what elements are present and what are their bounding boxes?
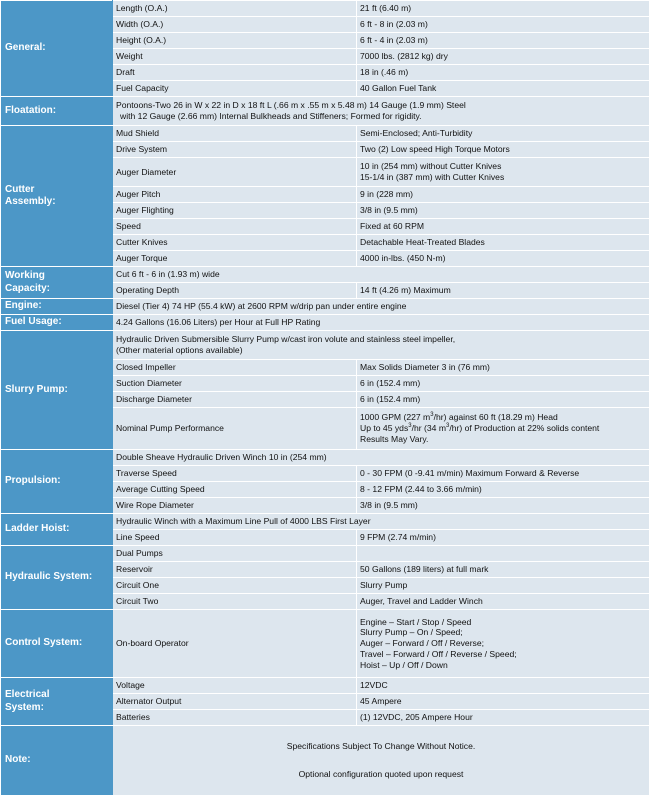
floatation-line-1: Pontoons-Two 26 in W x 22 in D x 18 ft L (.66 m x .55 m x 5.48 m) 14 Gauge (1.9 mm) Steel <box>116 100 466 111</box>
spec-row <box>2 514 650 530</box>
spec-label: Auger Flighting <box>113 203 357 219</box>
spec-value: Two (2) Low speed High Torque Motors <box>357 142 650 158</box>
section-propulsion: Propulsion: <box>2 450 113 514</box>
section-electrical-system <box>2 678 113 726</box>
spec-label: Suction Diameter <box>113 376 357 392</box>
spec-row <box>2 331 650 360</box>
spec-label: Voltage <box>113 678 357 694</box>
spec-value <box>357 158 650 187</box>
section-title-line: Assembly: <box>5 196 56 207</box>
spec-label: Mud Shield <box>113 126 357 142</box>
section-title-line: System: <box>5 701 44 713</box>
spec-value: 4000 in-lbs. (450 N-m) <box>357 251 650 267</box>
spec-value: 12VDC <box>357 678 650 694</box>
section-floatation: Floatation: <box>2 97 113 126</box>
spec-label: Line Speed <box>113 530 357 546</box>
spec-label: Circuit Two <box>113 594 357 610</box>
spec-label: Traverse Speed <box>113 466 357 482</box>
spec-value <box>357 546 650 562</box>
value-line: Hoist – Up / Off / Down <box>360 659 448 670</box>
spec-label: Dual Pumps <box>113 546 357 562</box>
spec-label: Operating Depth <box>113 283 357 299</box>
value-line: (Other material options available) <box>116 345 243 355</box>
section-working-capacity <box>2 267 113 299</box>
spec-row <box>2 610 650 678</box>
spec-label: Circuit One <box>113 578 357 594</box>
spec-value: 0 - 30 FPM (0 -9.41 m/min) Maximum Forward & Reverse <box>357 466 650 482</box>
spec-label: Length (O.A.) <box>113 1 357 17</box>
spec-label: On-board Operator <box>113 610 357 678</box>
section-engine: Engine: <box>2 299 113 315</box>
spec-value: 9 FPM (2.74 m/min) <box>357 530 650 546</box>
spec-value: Semi-Enclosed; Anti-Turbidity <box>357 126 650 142</box>
spec-label: Closed Impeller <box>113 360 357 376</box>
spec-row <box>2 315 650 331</box>
spec-row <box>2 678 650 694</box>
value-line: Hydraulic Driven Submersible Slurry Pump w/cast iron volute and stainless steel impeller, <box>116 334 456 345</box>
spec-value: Detachable Heat-Treated Blades <box>357 235 650 251</box>
spec-value: Slurry Pump <box>357 578 650 594</box>
spec-row <box>2 299 650 315</box>
spec-row <box>2 97 650 126</box>
note-content <box>113 726 650 796</box>
section-ladder-hoist: Ladder Hoist: <box>2 514 113 546</box>
spec-row <box>2 1 650 17</box>
section-general: General: <box>2 1 113 97</box>
value-line: Auger – Forward / Off / Reverse; <box>360 638 485 649</box>
section-control-system: Control System: <box>2 610 113 678</box>
spec-value: 7000 lbs. (2812 kg) dry <box>357 49 650 65</box>
section-cutter-assembly <box>2 126 113 267</box>
spec-label: Nominal Pump Performance <box>113 408 357 450</box>
spec-label: Auger Diameter <box>113 158 357 187</box>
spec-label: Wire Rope Diameter <box>113 498 357 514</box>
spec-label: Auger Torque <box>113 251 357 267</box>
value-line: Engine – Start / Stop / Speed <box>360 616 472 627</box>
spec-label: Cutter Knives <box>113 235 357 251</box>
spec-value: Fixed at 60 RPM <box>357 219 650 235</box>
spec-label: Fuel Capacity <box>113 81 357 97</box>
spec-value: 40 Gallon Fuel Tank <box>357 81 650 97</box>
spec-table <box>1 0 650 796</box>
spec-value <box>113 331 650 360</box>
spec-value: Auger, Travel and Ladder Winch <box>357 594 650 610</box>
spec-value: 3/8 in (9.5 mm) <box>357 498 650 514</box>
spec-value: Cut 6 ft - 6 in (1.93 m) wide <box>113 267 650 283</box>
section-hydraulic-system: Hydraulic System: <box>2 546 113 610</box>
spec-value: Diesel (Tier 4) 74 HP (55.4 kW) at 2600 RPM w/drip pan under entire engine <box>113 299 650 315</box>
spec-value: 21 ft (6.40 m) <box>357 1 650 17</box>
floatation-line-2: with 12 Gauge (2.66 mm) Internal Bulkheads and Stiffeners; Formed for rigidity. <box>120 111 422 121</box>
value-line: 15-1/4 in (387 mm) with Cutter Knives <box>360 172 505 182</box>
spec-value <box>357 408 650 450</box>
spec-row <box>2 126 650 142</box>
spec-value: 18 in (.46 m) <box>357 65 650 81</box>
spec-value: 14 ft (4.26 m) Maximum <box>357 283 650 299</box>
spec-value: 6 in (152.4 mm) <box>357 376 650 392</box>
spec-value: (1) 12VDC, 205 Ampere Hour <box>357 710 650 726</box>
value-line: Up to 45 yds$^3$/hr (34 $m^3/hr$) of Production at 22% solids content <box>360 423 600 434</box>
spec-label: Reservoir <box>113 562 357 578</box>
spec-value: 45 Ampere <box>357 694 650 710</box>
section-note: Note: <box>2 726 113 796</box>
spec-value: 6 in (152.4 mm) <box>357 392 650 408</box>
spec-value: 3/8 in (9.5 mm) <box>357 203 650 219</box>
spec-label: Width (O.A.) <box>113 17 357 33</box>
spec-row <box>2 450 650 466</box>
spec-value: Hydraulic Winch with a Maximum Line Pull of 4000 LBS First Layer <box>113 514 650 530</box>
spec-label: Auger Pitch <box>113 187 357 203</box>
spec-value: 4.24 Gallons (16.06 Liters) per Hour at Full HP Rating <box>113 315 650 331</box>
spec-value: Max Solids Diameter 3 in (76 mm) <box>357 360 650 376</box>
spec-row <box>2 546 650 562</box>
spec-label: Alternator Output <box>113 694 357 710</box>
section-fuel-usage: Fuel Usage: <box>2 315 113 331</box>
spec-label: Weight <box>113 49 357 65</box>
spec-label: Draft <box>113 65 357 81</box>
spec-label: Batteries <box>113 710 357 726</box>
spec-label: Discharge Diameter <box>113 392 357 408</box>
spec-row <box>2 267 650 283</box>
spec-value <box>357 610 650 678</box>
section-slurry-pump: Slurry Pump: <box>2 331 113 450</box>
spec-row <box>2 726 650 796</box>
value-line: Travel – Forward / Off / Reverse / Speed; <box>360 648 517 659</box>
spec-value: 6 ft - 4 in (2.03 m) <box>357 33 650 49</box>
spec-label: Speed <box>113 219 357 235</box>
section-title-line: Capacity: <box>5 282 51 294</box>
note-line: Optional configuration quoted upon request <box>298 769 464 779</box>
value-line: Slurry Pump – On / Speed; <box>360 627 463 638</box>
spec-value: 6 ft - 8 in (2.03 m) <box>357 17 650 33</box>
spec-label: Height (O.A.) <box>113 33 357 49</box>
note-line: Specifications Subject To Change Without Notice. <box>286 741 476 752</box>
spec-label: Drive System <box>113 142 357 158</box>
section-title-line: Working <box>5 270 45 281</box>
value-line: 1000 GPM (227 $m^3/hr$) against 60 ft (18.29 m) Head <box>360 412 558 423</box>
spec-value: 50 Gallons (189 liters) at full mark <box>357 562 650 578</box>
spec-label: Average Cutting Speed <box>113 482 357 498</box>
spec-value <box>113 97 650 126</box>
spec-value: 9 in (228 mm) <box>357 187 650 203</box>
section-title-line: Cutter <box>5 183 35 195</box>
spec-value: 8 - 12 FPM (2.44 to 3.66 m/min) <box>357 482 650 498</box>
value-line: 10 in (254 mm) without Cutter Knives <box>360 161 502 172</box>
spec-value: Double Sheave Hydraulic Driven Winch 10 in (254 mm) <box>113 450 650 466</box>
section-title-line: Electrical <box>5 689 50 700</box>
value-line: Results May Vary. <box>360 433 429 444</box>
